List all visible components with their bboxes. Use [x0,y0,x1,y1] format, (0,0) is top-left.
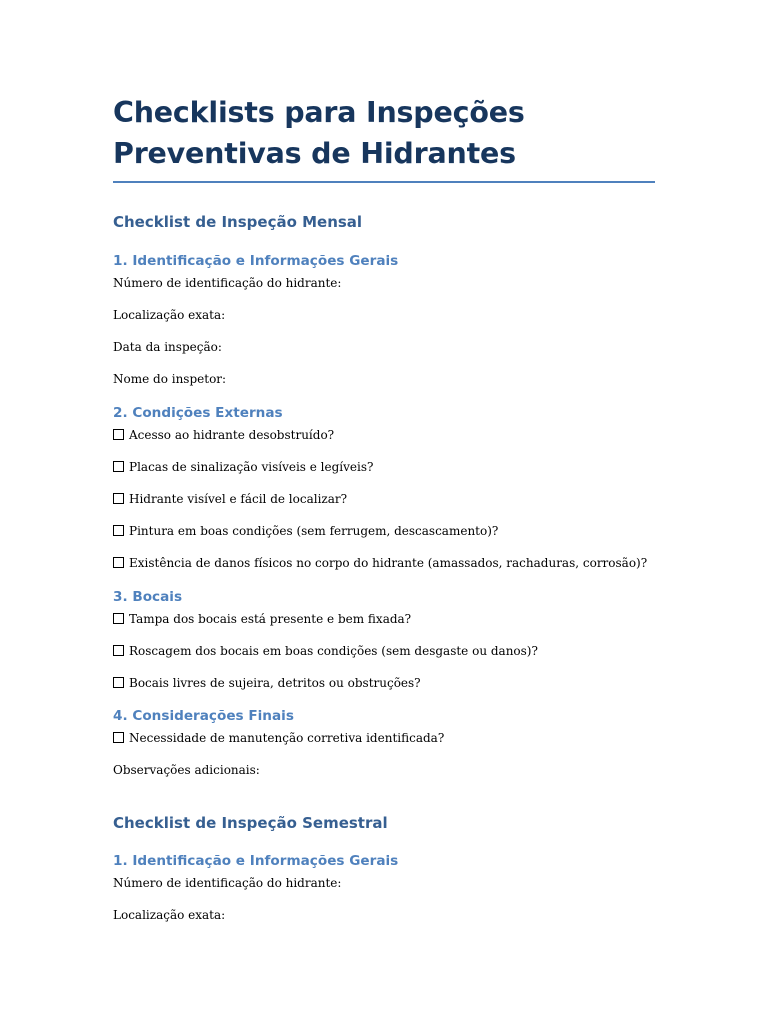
field-label-hydrant-id: Número de identificação do hidrante: [113,876,342,890]
checkbox-icon[interactable] [113,429,124,440]
monthly-heading-block [113,212,362,232]
title-block [113,92,655,183]
checklist-item [113,553,647,573]
section-heading-nozzles: 3. Bocais [113,589,183,605]
checklist-item [113,728,444,748]
monthly-section-1 [113,251,398,389]
section-heading-identification: 1. Identificação e Informações Gerais [113,253,399,269]
checklist-item-text: Acesso ao hidrante desobstruído? [129,428,335,442]
checklist-item-text: Necessidade de manutenção corretiva identificada? [129,731,445,745]
checklist-item-text: Bocais livres de sujeira, detritos ou obstruções? [129,676,421,690]
checklist-item [113,521,647,541]
checkbox-icon[interactable] [113,493,124,504]
field-label-inspector-name: Nome do inspetor: [113,372,227,386]
field-label-location: Localização exata: [113,908,226,922]
monthly-section-3 [113,587,538,693]
document-title: Checklists para Inspeções Preventivas de Hidrantes [113,96,525,170]
checkbox-icon[interactable] [113,461,124,472]
field-label-location: Localização exata: [113,308,226,322]
semestral-heading-block [113,813,388,833]
checklist-item [113,609,538,629]
semestral-checklist-heading: Checklist de Inspeção Semestral [113,814,388,832]
field-label-inspection-date: Data da inspeção: [113,340,222,354]
checklist-item-text: Hidrante visível e fácil de localizar? [129,492,348,506]
checkbox-icon[interactable] [113,677,124,688]
section-heading-external-conditions: 2. Condições Externas [113,405,283,421]
checkbox-icon[interactable] [113,645,124,656]
checklist-item [113,489,647,509]
checklist-item-text: Placas de sinalização visíveis e legíveis? [129,460,374,474]
checklist-item [113,673,538,693]
monthly-section-2 [113,403,647,573]
semestral-section-1 [113,851,398,925]
checklist-item-text: Existência de danos físicos no corpo do hidrante (amassados, rachaduras, corrosão)? [129,556,648,570]
checklist-item-text: Tampa dos bocais está presente e bem fixada? [129,612,412,626]
checklist-item-text: Pintura em boas condições (sem ferrugem, descascamento)? [129,524,499,538]
checklist-item [113,641,538,661]
section-heading-identification: 1. Identificação e Informações Gerais [113,853,399,869]
title-divider [113,181,655,183]
field-label-notes: Observações adicionais: [113,763,260,777]
checkbox-icon[interactable] [113,557,124,568]
monthly-section-4 [113,706,444,780]
checklist-item-text: Roscagem dos bocais em boas condições (sem desgaste ou danos)? [129,644,538,658]
checklist-item [113,457,647,477]
checkbox-icon[interactable] [113,613,124,624]
field-label-hydrant-id: Número de identificação do hidrante: [113,276,342,290]
checkbox-icon[interactable] [113,525,124,536]
checklist-item [113,425,647,445]
monthly-checklist-heading: Checklist de Inspeção Mensal [113,213,363,231]
checkbox-icon[interactable] [113,732,124,743]
section-heading-final-considerations: 4. Considerações Finais [113,708,294,724]
